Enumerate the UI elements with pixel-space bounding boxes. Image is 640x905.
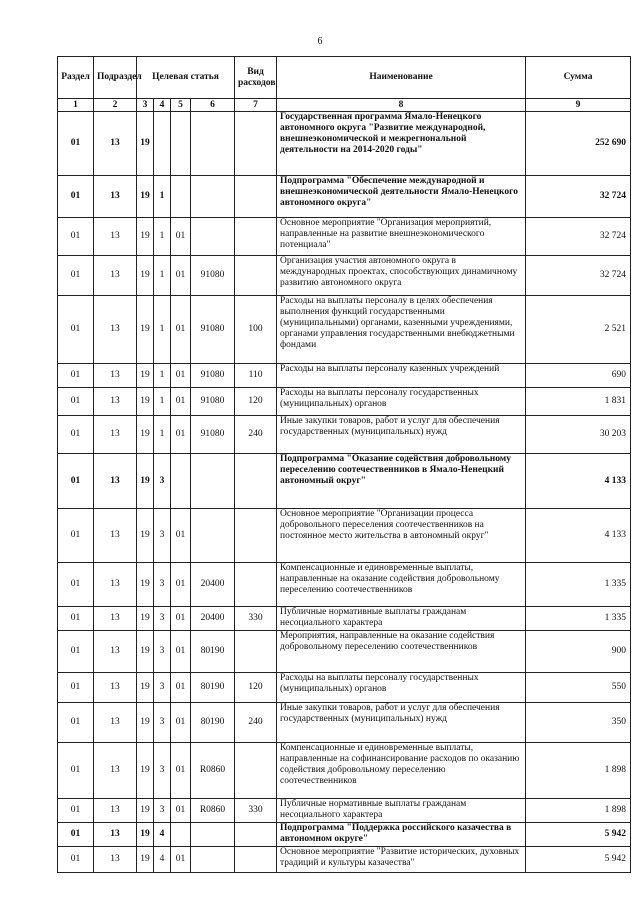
table-row [58, 256, 631, 296]
cell-subprogram: 1 [154, 176, 171, 218]
header-row [58, 57, 631, 99]
cell-vid-rashodov: 240 [235, 703, 277, 743]
cell-podrazdel: 13 [94, 388, 137, 416]
cell-naimenovanie: Основное мероприятие "Организация мероприятий, направленные на развитие внешнеэкономического потенциала" [277, 218, 526, 256]
cell-podrazdel: 13 [94, 563, 137, 607]
cell-direction: 91080 [191, 256, 235, 296]
cell-naimenovanie: Расходы на выплаты персоналу государственных (муниципальных) органов [277, 673, 526, 703]
cell-summa: 350 [526, 703, 631, 743]
cell-direction: 91080 [191, 388, 235, 416]
cell-naimenovanie: Подпрограмма "Обеспечение международной и внешнеэкономической деятельности Ямало-Ненецкого автономного округа" [277, 176, 526, 218]
cell-program: 19 [137, 563, 154, 607]
cell-razdel: 01 [58, 112, 94, 176]
cell-activity: 01 [171, 703, 191, 743]
header-vid-rashodov: Вид расходов [235, 57, 277, 99]
table-row [58, 607, 631, 631]
cell-subprogram: 1 [154, 218, 171, 256]
cell-subprogram: 1 [154, 416, 171, 454]
column-number-row [58, 99, 631, 112]
cell-direction [191, 218, 235, 256]
cell-naimenovanie: Иные закупки товаров, работ и услуг для обеспечения государственных (муниципальных) нужд [277, 416, 526, 454]
cell-podrazdel: 13 [94, 364, 137, 388]
table-row [58, 416, 631, 454]
cell-program: 19 [137, 256, 154, 296]
cell-naimenovanie: Расходы на выплаты персоналу казенных учреждений [277, 364, 526, 388]
cell-program: 19 [137, 743, 154, 799]
cell-podrazdel: 13 [94, 509, 137, 563]
cell-summa: 900 [526, 631, 631, 673]
cell-vid-rashodov [235, 218, 277, 256]
col-number: 6 [191, 99, 235, 112]
cell-vid-rashodov [235, 176, 277, 218]
cell-vid-rashodov: 120 [235, 388, 277, 416]
cell-summa: 32 724 [526, 218, 631, 256]
cell-activity: 01 [171, 364, 191, 388]
col-number: 5 [171, 99, 191, 112]
cell-activity: 01 [171, 673, 191, 703]
cell-subprogram: 3 [154, 631, 171, 673]
cell-activity: 01 [171, 218, 191, 256]
cell-razdel: 01 [58, 799, 94, 823]
cell-vid-rashodov [235, 509, 277, 563]
cell-vid-rashodov: 100 [235, 296, 277, 364]
cell-razdel: 01 [58, 416, 94, 454]
cell-vid-rashodov: 330 [235, 607, 277, 631]
cell-podrazdel: 13 [94, 454, 137, 509]
cell-podrazdel: 13 [94, 176, 137, 218]
cell-direction: 80190 [191, 673, 235, 703]
cell-naimenovanie: Подпрограмма "Поддержка российского казачества в автономном округе" [277, 823, 526, 847]
cell-subprogram: 3 [154, 563, 171, 607]
cell-subprogram: 3 [154, 743, 171, 799]
cell-summa: 5 942 [526, 823, 631, 847]
table-row [58, 112, 631, 176]
cell-razdel: 01 [58, 256, 94, 296]
table-row [58, 743, 631, 799]
cell-vid-rashodov [235, 847, 277, 873]
cell-subprogram: 4 [154, 823, 171, 847]
cell-subprogram: 3 [154, 673, 171, 703]
cell-razdel: 01 [58, 364, 94, 388]
cell-vid-rashodov [235, 112, 277, 176]
cell-subprogram: 1 [154, 388, 171, 416]
cell-summa: 32 724 [526, 256, 631, 296]
cell-subprogram: 4 [154, 847, 171, 873]
cell-vid-rashodov: 120 [235, 673, 277, 703]
cell-razdel: 01 [58, 847, 94, 873]
cell-naimenovanie: Подпрограмма "Оказание содействия добровольному переселению соотечественников в Ямало-Ненецкий автономный округ" [277, 454, 526, 509]
cell-summa: 30 203 [526, 416, 631, 454]
cell-summa: 4 133 [526, 509, 631, 563]
cell-program: 19 [137, 823, 154, 847]
cell-program: 19 [137, 388, 154, 416]
cell-direction: 20400 [191, 607, 235, 631]
cell-program: 19 [137, 509, 154, 563]
cell-naimenovanie: Публичные нормативные выплаты гражданам несоциального характера [277, 799, 526, 823]
cell-razdel: 01 [58, 509, 94, 563]
cell-direction [191, 454, 235, 509]
page-number: 6 [317, 36, 323, 47]
col-number: 7 [235, 99, 277, 112]
cell-razdel: 01 [58, 296, 94, 364]
cell-razdel: 01 [58, 673, 94, 703]
header-razdel: Раздел [58, 57, 94, 99]
cell-summa: 1 898 [526, 799, 631, 823]
cell-subprogram: 1 [154, 256, 171, 296]
cell-subprogram: 3 [154, 607, 171, 631]
cell-activity: 01 [171, 743, 191, 799]
cell-subprogram: 1 [154, 296, 171, 364]
header-podrazdel: Подраздел [94, 57, 137, 99]
header-naimenovanie: Наименование [277, 57, 526, 99]
cell-activity: 01 [171, 388, 191, 416]
cell-razdel: 01 [58, 823, 94, 847]
table-row [58, 631, 631, 673]
cell-podrazdel: 13 [94, 218, 137, 256]
cell-program: 19 [137, 631, 154, 673]
cell-direction: 91080 [191, 416, 235, 454]
cell-program: 19 [137, 218, 154, 256]
cell-activity [171, 454, 191, 509]
table-row [58, 823, 631, 847]
cell-podrazdel: 13 [94, 823, 137, 847]
cell-vid-rashodov: 110 [235, 364, 277, 388]
col-number: 3 [137, 99, 154, 112]
cell-summa: 1 335 [526, 563, 631, 607]
cell-podrazdel: 13 [94, 799, 137, 823]
cell-naimenovanie: Расходы на выплаты персоналу государственных (муниципальных) органов [277, 388, 526, 416]
cell-summa: 4 133 [526, 454, 631, 509]
table-row [58, 388, 631, 416]
cell-naimenovanie: Государственная программа Ямало-Ненецкого автономного округа "Развитие международной, внешнеэкономической и межрегиональной деятельности на 2014-2020 годы" [277, 112, 526, 176]
cell-direction [191, 847, 235, 873]
cell-activity [171, 176, 191, 218]
cell-naimenovanie: Мероприятия, направленные на оказание содействия добровольному переселению соотечественников [277, 631, 526, 673]
table-row [58, 218, 631, 256]
cell-direction: 20400 [191, 563, 235, 607]
budget-table [57, 56, 631, 873]
cell-program: 19 [137, 112, 154, 176]
cell-summa: 1 335 [526, 607, 631, 631]
cell-direction [191, 509, 235, 563]
cell-podrazdel: 13 [94, 296, 137, 364]
cell-podrazdel: 13 [94, 416, 137, 454]
cell-razdel: 01 [58, 218, 94, 256]
cell-razdel: 01 [58, 703, 94, 743]
cell-direction: 91080 [191, 296, 235, 364]
cell-direction: R0860 [191, 743, 235, 799]
cell-naimenovanie: Организация участия автономного округа в международных проектах, способствующих динамичному развитию автономного округа [277, 256, 526, 296]
cell-razdel: 01 [58, 631, 94, 673]
cell-activity: 01 [171, 296, 191, 364]
cell-subprogram: 1 [154, 364, 171, 388]
cell-summa: 252 690 [526, 112, 631, 176]
table-row [58, 176, 631, 218]
cell-vid-rashodov [235, 743, 277, 799]
cell-vid-rashodov [235, 563, 277, 607]
cell-razdel: 01 [58, 563, 94, 607]
table-row [58, 703, 631, 743]
cell-subprogram: 3 [154, 703, 171, 743]
cell-activity: 01 [171, 416, 191, 454]
cell-summa: 690 [526, 364, 631, 388]
cell-activity: 01 [171, 631, 191, 673]
cell-subprogram [154, 112, 171, 176]
col-number: 8 [277, 99, 526, 112]
cell-direction [191, 176, 235, 218]
col-number: 2 [94, 99, 137, 112]
cell-naimenovanie: Иные закупки товаров, работ и услуг для обеспечения государственных (муниципальных) нужд [277, 703, 526, 743]
table-row [58, 364, 631, 388]
cell-naimenovanie: Расходы на выплаты персоналу в целях обеспечения выполнения функций государственными (муниципальными) органами, казенными учреждениями, органами управления государственными внебюджетными фондами [277, 296, 526, 364]
cell-summa: 2 521 [526, 296, 631, 364]
cell-podrazdel: 13 [94, 112, 137, 176]
cell-activity: 01 [171, 607, 191, 631]
cell-naimenovanie: Компенсационные и единовременные выплаты, направленные на софинансирование расходов по оказанию содействия добровольному переселению соотечественников [277, 743, 526, 799]
cell-activity [171, 823, 191, 847]
cell-razdel: 01 [58, 176, 94, 218]
cell-activity: 01 [171, 799, 191, 823]
cell-vid-rashodov: 330 [235, 799, 277, 823]
cell-program: 19 [137, 416, 154, 454]
cell-naimenovanie: Основное мероприятие "Организации процесса добровольного переселения соотечественников на постоянное место жительства в автономный округ" [277, 509, 526, 563]
cell-program: 19 [137, 364, 154, 388]
col-number: 9 [526, 99, 631, 112]
cell-summa: 1 831 [526, 388, 631, 416]
table-row [58, 563, 631, 607]
cell-razdel: 01 [58, 607, 94, 631]
cell-direction [191, 823, 235, 847]
cell-program: 19 [137, 454, 154, 509]
table-row [58, 509, 631, 563]
col-number: 4 [154, 99, 171, 112]
cell-vid-rashodov: 240 [235, 416, 277, 454]
table-row [58, 296, 631, 364]
cell-razdel: 01 [58, 388, 94, 416]
cell-direction: 80190 [191, 703, 235, 743]
cell-program: 19 [137, 296, 154, 364]
cell-summa: 32 724 [526, 176, 631, 218]
col-number: 1 [58, 99, 94, 112]
table-row [58, 799, 631, 823]
cell-program: 19 [137, 673, 154, 703]
cell-vid-rashodov [235, 454, 277, 509]
cell-activity: 01 [171, 256, 191, 296]
cell-direction: R0860 [191, 799, 235, 823]
cell-activity: 01 [171, 509, 191, 563]
cell-program: 19 [137, 176, 154, 218]
cell-activity: 01 [171, 563, 191, 607]
cell-program: 19 [137, 607, 154, 631]
cell-podrazdel: 13 [94, 847, 137, 873]
cell-naimenovanie: Публичные нормативные выплаты гражданам несоциального характера [277, 607, 526, 631]
cell-summa: 550 [526, 673, 631, 703]
cell-naimenovanie: Основное мероприятие "Развитие исторических, духовных традиций и культуры казачества" [277, 847, 526, 873]
cell-naimenovanie: Компенсационные и единовременные выплаты, направленные на оказание содействия добровольному переселению соотечественников [277, 563, 526, 607]
cell-podrazdel: 13 [94, 703, 137, 743]
cell-razdel: 01 [58, 454, 94, 509]
cell-podrazdel: 13 [94, 607, 137, 631]
table-row [58, 847, 631, 873]
cell-program: 19 [137, 799, 154, 823]
cell-activity [171, 112, 191, 176]
cell-podrazdel: 13 [94, 256, 137, 296]
cell-subprogram: 3 [154, 509, 171, 563]
cell-subprogram: 3 [154, 799, 171, 823]
cell-podrazdel: 13 [94, 743, 137, 799]
cell-direction: 91080 [191, 364, 235, 388]
cell-vid-rashodov [235, 823, 277, 847]
cell-subprogram: 3 [154, 454, 171, 509]
cell-activity: 01 [171, 847, 191, 873]
cell-program: 19 [137, 847, 154, 873]
cell-podrazdel: 13 [94, 673, 137, 703]
cell-direction: 80190 [191, 631, 235, 673]
header-summa: Сумма [526, 57, 631, 99]
cell-vid-rashodov [235, 631, 277, 673]
cell-direction [191, 112, 235, 176]
cell-program: 19 [137, 703, 154, 743]
cell-summa: 5 942 [526, 847, 631, 873]
cell-summa: 1 898 [526, 743, 631, 799]
table-row [58, 673, 631, 703]
cell-vid-rashodov [235, 256, 277, 296]
header-celevaya-statya: Целевая статья [137, 57, 235, 99]
cell-razdel: 01 [58, 743, 94, 799]
cell-podrazdel: 13 [94, 631, 137, 673]
table-row [58, 454, 631, 509]
